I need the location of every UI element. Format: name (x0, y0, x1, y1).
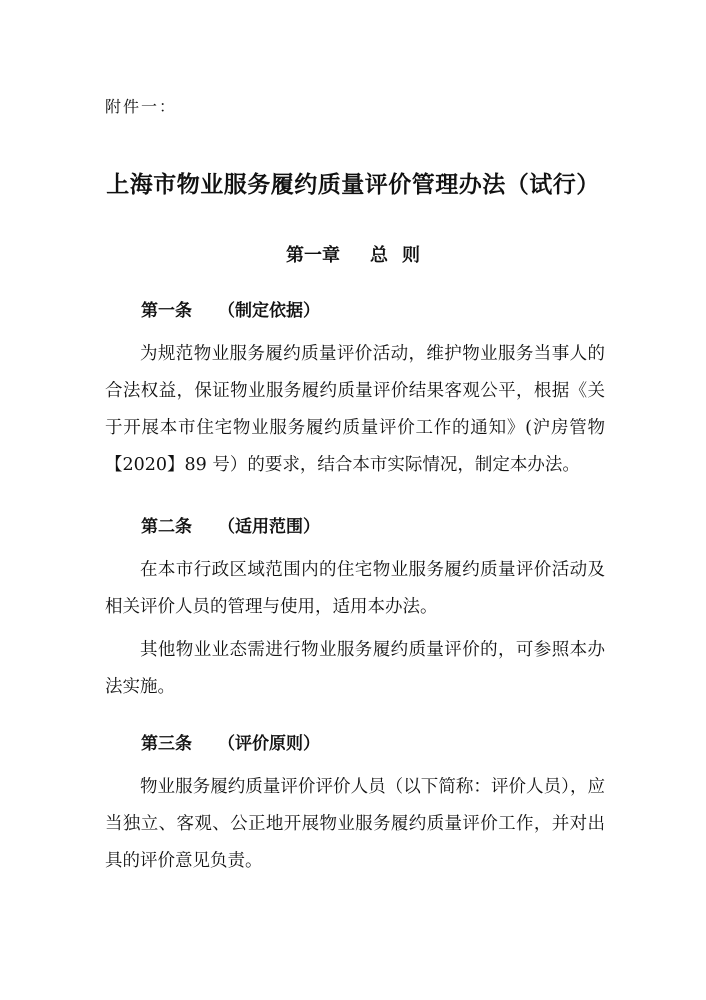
chapter-number: 第一章 (286, 245, 340, 266)
article-number: 第三条 (141, 734, 192, 754)
chapter-name-part2: 则 (402, 245, 420, 266)
article-heading (141, 512, 320, 537)
article-paragraph: 为规范物业服务履约质量评价活动，维护物业服务当事人的合法权益，保证物业服务履约质量评价结果客观公平，根据《关于开展本市住宅物业服务履约质量评价工作的通知》(沪房管物【2020】89 号）的要求，结合本市实际情况，制定本办法。 (105, 344, 605, 475)
attachment-label: 附件一： (105, 97, 178, 116)
article-title: （制定依据） (218, 301, 320, 321)
article-paragraph: 物业服务履约质量评价评价人员（以下简称：评价人员），应当独立、客观、公正地开展物业服务履约质量评价工作，并对出具的评价意见负责。 (105, 777, 605, 871)
chapter-name-part1: 总 (370, 245, 388, 266)
article-title: （适用范围） (218, 517, 320, 537)
article-paragraph: 其他物业业态需进行物业服务履约质量评价的，可参照本办法实施。 (105, 640, 605, 697)
article-paragraph: 在本市行政区域范围内的住宅物业服务履约质量评价活动及相关评价人员的管理与使用，适用本办法。 (105, 560, 605, 617)
document-title: 上海市物业服务履约质量评价管理办法（试行） (106, 172, 600, 198)
article-number: 第二条 (141, 517, 192, 537)
article-heading (141, 296, 320, 321)
article-title: （评价原则） (218, 734, 320, 754)
article-number: 第一条 (141, 301, 192, 321)
chapter-heading (0, 241, 706, 267)
article-heading (141, 729, 320, 754)
